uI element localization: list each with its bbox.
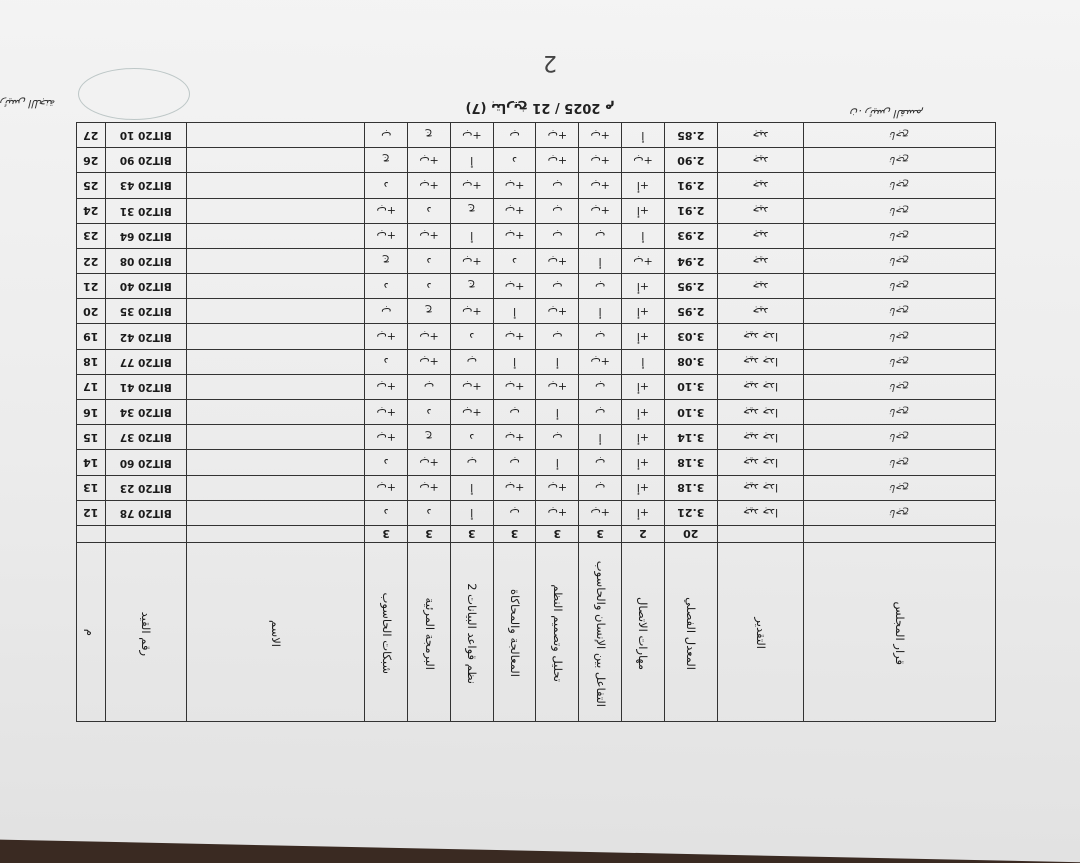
course-grade: ب+ xyxy=(450,173,493,198)
student-name xyxy=(187,173,365,198)
row-index: 25 xyxy=(77,173,106,198)
overall-grade: جيد xyxy=(717,198,804,223)
course-grade: ب+ xyxy=(365,324,408,349)
table-header-row xyxy=(77,543,996,722)
course-grade: ب+ xyxy=(493,198,536,223)
course-grade: ب+ xyxy=(408,324,451,349)
course-grade: د xyxy=(408,198,451,223)
course-grade: ب+ xyxy=(365,374,408,399)
semester-gpa: 3.18 xyxy=(664,450,717,475)
course-grade: ب xyxy=(536,324,579,349)
course-grade: ب xyxy=(365,299,408,324)
course-grade: ب+ xyxy=(408,475,451,500)
course-grade: د xyxy=(408,274,451,299)
student-name xyxy=(187,299,365,324)
course-grade: أ+ xyxy=(622,299,665,324)
header-course-5: تحليل وتصميم النظم xyxy=(536,543,579,722)
course-grade: ب+ xyxy=(536,374,579,399)
header-course-7: مهارات الاتصال xyxy=(622,543,665,722)
course-grade: ب xyxy=(408,374,451,399)
course-grade: ب+ xyxy=(450,123,493,148)
row-index: 21 xyxy=(77,274,106,299)
overall-grade: جيد جدا xyxy=(717,324,804,349)
table-row xyxy=(77,324,996,349)
header-course-2: البرمجة المرئية xyxy=(408,543,451,722)
student-id: BIT20 60 xyxy=(105,450,187,475)
course-grade: ب xyxy=(536,425,579,450)
semester-gpa: 3.10 xyxy=(664,400,717,425)
course-grade: ب+ xyxy=(365,223,408,248)
council-decision: ناجح xyxy=(804,173,996,198)
table-row xyxy=(77,248,996,273)
course-grade: ب+ xyxy=(408,450,451,475)
header-grade: التقدير xyxy=(717,543,804,722)
course-grade: ب xyxy=(536,274,579,299)
semester-gpa: 3.10 xyxy=(664,374,717,399)
council-decision: ناجح xyxy=(804,475,996,500)
semester-gpa: 2.95 xyxy=(664,299,717,324)
student-id: BIT20 40 xyxy=(105,274,187,299)
course-grade: ب+ xyxy=(622,248,665,273)
course-grade: ب+ xyxy=(493,274,536,299)
table-row xyxy=(77,400,996,425)
row-index: 26 xyxy=(77,148,106,173)
course-grade: د xyxy=(365,274,408,299)
course-grade: ب+ xyxy=(493,475,536,500)
overall-grade: جيد xyxy=(717,223,804,248)
credit-hours-cell: 3 xyxy=(493,526,536,543)
page-number: 2 xyxy=(543,50,557,75)
credit-hours-total: 20 xyxy=(664,526,717,543)
table-row xyxy=(77,173,996,198)
credit-hours-cell: 3 xyxy=(579,526,622,543)
row-index: 14 xyxy=(77,450,106,475)
course-grade: ب+ xyxy=(450,248,493,273)
course-grade: ب+ xyxy=(408,223,451,248)
header-gpa: المعدل الفصلي xyxy=(664,543,717,722)
row-index: 12 xyxy=(77,500,106,525)
student-id: BIT20 64 xyxy=(105,223,187,248)
council-decision: ناجح xyxy=(804,223,996,248)
course-grade: ب+ xyxy=(408,349,451,374)
header-course-6: التفاعل بين الإنسان والحاسوب xyxy=(579,543,622,722)
student-name xyxy=(187,248,365,273)
student-name xyxy=(187,198,365,223)
course-grade: ب xyxy=(536,198,579,223)
course-grade: أ xyxy=(450,148,493,173)
student-name xyxy=(187,425,365,450)
header-course-4: المعالجة والمحاكاة xyxy=(493,543,536,722)
course-grade: ج xyxy=(450,274,493,299)
row-index: 20 xyxy=(77,299,106,324)
semester-gpa: 3.21 xyxy=(664,500,717,525)
student-id: BIT20 90 xyxy=(105,148,187,173)
course-grade: ب xyxy=(450,450,493,475)
course-grade: أ xyxy=(536,400,579,425)
student-id: BIT20 78 xyxy=(105,500,187,525)
course-grade: ب xyxy=(579,223,622,248)
course-grade: د xyxy=(365,173,408,198)
student-name xyxy=(187,374,365,399)
course-grade: ب+ xyxy=(450,299,493,324)
council-decision: ناجح xyxy=(804,324,996,349)
course-grade: أ xyxy=(536,450,579,475)
course-grade: ج xyxy=(408,123,451,148)
overall-grade: جيد جدا xyxy=(717,425,804,450)
header-course-3: نظم قواعد البيانات 2 xyxy=(450,543,493,722)
row-index: 17 xyxy=(77,374,106,399)
course-grade: ب+ xyxy=(536,248,579,273)
table-row xyxy=(77,123,996,148)
course-grade: ب+ xyxy=(579,198,622,223)
table-row xyxy=(77,349,996,374)
student-name xyxy=(187,349,365,374)
course-grade: أ xyxy=(493,349,536,374)
course-grade: ب xyxy=(579,450,622,475)
header-name: الاسم xyxy=(187,543,365,722)
header-course-1: شبكات الحاسوب xyxy=(365,543,408,722)
row-index: 22 xyxy=(77,248,106,273)
row-index: 13 xyxy=(77,475,106,500)
credit-hours-row xyxy=(77,526,996,543)
council-decision: ناجح xyxy=(804,349,996,374)
student-name xyxy=(187,500,365,525)
course-grade: ب xyxy=(579,374,622,399)
table-row xyxy=(77,500,996,525)
course-grade: ب+ xyxy=(493,425,536,450)
course-grade: ب+ xyxy=(536,475,579,500)
semester-gpa: 3.18 xyxy=(664,475,717,500)
student-id: BIT20 35 xyxy=(105,299,187,324)
overall-grade: جيد جدا xyxy=(717,349,804,374)
student-id: BIT20 23 xyxy=(105,475,187,500)
council-decision: ناجح xyxy=(804,123,996,148)
semester-gpa: 3.14 xyxy=(664,425,717,450)
course-grade: ب+ xyxy=(365,475,408,500)
course-grade: أ xyxy=(579,248,622,273)
table-row xyxy=(77,374,996,399)
course-grade: ب+ xyxy=(579,173,622,198)
course-grade: ب+ xyxy=(408,173,451,198)
course-grade: ج xyxy=(408,425,451,450)
overall-grade: جيد جدا xyxy=(717,374,804,399)
course-grade: أ xyxy=(450,223,493,248)
course-grade: أ xyxy=(493,299,536,324)
council-decision: ناجح xyxy=(804,450,996,475)
semester-gpa: 2.85 xyxy=(664,123,717,148)
student-id: BIT20 43 xyxy=(105,173,187,198)
course-grade: ب+ xyxy=(622,148,665,173)
row-index: 23 xyxy=(77,223,106,248)
table-row xyxy=(77,148,996,173)
semester-gpa: 3.03 xyxy=(664,324,717,349)
course-grade: أ+ xyxy=(622,374,665,399)
course-grade: ب xyxy=(536,173,579,198)
grades-table xyxy=(76,122,996,722)
course-grade: ب xyxy=(450,349,493,374)
course-grade: د xyxy=(408,500,451,525)
course-grade: ب xyxy=(493,123,536,148)
course-grade: ب+ xyxy=(536,299,579,324)
overall-grade: جيد جدا xyxy=(717,450,804,475)
course-grade: أ+ xyxy=(622,475,665,500)
council-decision: ناجح xyxy=(804,248,996,273)
student-name xyxy=(187,123,365,148)
row-index: 18 xyxy=(77,349,106,374)
course-grade: ب xyxy=(579,274,622,299)
course-grade: د xyxy=(365,349,408,374)
student-name xyxy=(187,148,365,173)
course-grade: ب xyxy=(493,500,536,525)
student-name xyxy=(187,324,365,349)
student-id: BIT20 08 xyxy=(105,248,187,273)
course-grade: أ xyxy=(579,425,622,450)
row-index: 24 xyxy=(77,198,106,223)
course-grade: ب xyxy=(579,324,622,349)
course-grade: ب xyxy=(579,400,622,425)
table-row xyxy=(77,198,996,223)
course-grade: ب+ xyxy=(536,123,579,148)
course-grade: ب+ xyxy=(579,500,622,525)
course-grade: ب xyxy=(493,400,536,425)
course-grade: د xyxy=(493,148,536,173)
overall-grade: جيد جدا xyxy=(717,400,804,425)
signature-note-right: ن. رئيس القسم xyxy=(850,107,924,120)
credit-hours-cell: 3 xyxy=(408,526,451,543)
header-student-id: رقم القيد xyxy=(105,543,187,722)
course-grade: أ+ xyxy=(622,274,665,299)
table-row xyxy=(77,274,996,299)
course-grade: أ xyxy=(450,500,493,525)
course-grade: أ xyxy=(622,223,665,248)
overall-grade: جيد xyxy=(717,274,804,299)
course-grade: أ xyxy=(579,299,622,324)
student-id: BIT20 37 xyxy=(105,425,187,450)
course-grade: د xyxy=(408,400,451,425)
council-decision: ناجح xyxy=(804,400,996,425)
course-grade: ب+ xyxy=(536,148,579,173)
credit-hours-cell: 3 xyxy=(450,526,493,543)
semester-gpa: 2.91 xyxy=(664,198,717,223)
overall-grade: جيد جدا xyxy=(717,475,804,500)
student-name xyxy=(187,475,365,500)
table-row xyxy=(77,475,996,500)
course-grade: د xyxy=(408,248,451,273)
table-row xyxy=(77,450,996,475)
row-index: 27 xyxy=(77,123,106,148)
course-grade: ب+ xyxy=(579,349,622,374)
row-index: 15 xyxy=(77,425,106,450)
course-grade: أ+ xyxy=(622,324,665,349)
course-grade: د xyxy=(493,248,536,273)
course-grade: ب+ xyxy=(365,198,408,223)
credit-hours-cell: 3 xyxy=(536,526,579,543)
course-grade: ج xyxy=(450,198,493,223)
course-grade: د xyxy=(365,450,408,475)
course-grade: ب+ xyxy=(536,500,579,525)
student-name xyxy=(187,450,365,475)
course-grade: أ+ xyxy=(622,450,665,475)
course-grade: ب+ xyxy=(579,148,622,173)
stamp-mark xyxy=(78,68,190,120)
course-grade: ج xyxy=(365,248,408,273)
course-grade: ب+ xyxy=(450,374,493,399)
council-decision: ناجح xyxy=(804,500,996,525)
student-id: BIT20 42 xyxy=(105,324,187,349)
council-decision: ناجح xyxy=(804,274,996,299)
course-grade: ج xyxy=(408,299,451,324)
council-decision: ناجح xyxy=(804,299,996,324)
course-grade: أ xyxy=(450,475,493,500)
course-grade: ب+ xyxy=(493,374,536,399)
course-grade: ب xyxy=(365,123,408,148)
semester-gpa: 3.08 xyxy=(664,349,717,374)
table-row xyxy=(77,299,996,324)
course-grade: ب+ xyxy=(365,400,408,425)
council-decision: ناجح xyxy=(804,425,996,450)
course-grade: ب+ xyxy=(579,123,622,148)
course-grade: ب xyxy=(579,475,622,500)
course-grade: ب xyxy=(536,223,579,248)
semester-gpa: 2.94 xyxy=(664,248,717,273)
grades-table-body xyxy=(77,123,996,526)
header-decision: قرار المجلس xyxy=(804,543,996,722)
course-grade: أ xyxy=(622,349,665,374)
course-grade: د xyxy=(365,500,408,525)
overall-grade: جيد xyxy=(717,299,804,324)
student-id: BIT20 10 xyxy=(105,123,187,148)
student-id: BIT20 31 xyxy=(105,198,187,223)
course-grade: د xyxy=(450,425,493,450)
row-index: 19 xyxy=(77,324,106,349)
course-grade: أ+ xyxy=(622,425,665,450)
student-id: BIT20 41 xyxy=(105,374,187,399)
overall-grade: جيد xyxy=(717,148,804,173)
course-grade: ب+ xyxy=(493,223,536,248)
course-grade: ب+ xyxy=(450,400,493,425)
overall-grade: جيد جدا xyxy=(717,500,804,525)
council-decision: ناجح xyxy=(804,374,996,399)
signature-note-left: رئيس اللجنة xyxy=(0,97,56,110)
course-grade: ب+ xyxy=(408,148,451,173)
semester-gpa: 2.95 xyxy=(664,274,717,299)
course-grade: أ xyxy=(622,123,665,148)
header-index: م xyxy=(77,543,106,722)
student-id: BIT20 77 xyxy=(105,349,187,374)
credit-hours-cell: 2 xyxy=(622,526,665,543)
course-grade: ب+ xyxy=(365,425,408,450)
overall-grade: جيد xyxy=(717,123,804,148)
table-row xyxy=(77,223,996,248)
course-grade: أ+ xyxy=(622,173,665,198)
council-decision: ناجح xyxy=(804,148,996,173)
course-grade: أ+ xyxy=(622,400,665,425)
student-name xyxy=(187,223,365,248)
course-grade: د xyxy=(450,324,493,349)
credit-hours-cell: 3 xyxy=(365,526,408,543)
council-decision: ناجح xyxy=(804,198,996,223)
semester-gpa: 2.91 xyxy=(664,173,717,198)
table-row xyxy=(77,425,996,450)
course-grade: أ xyxy=(536,349,579,374)
course-grade: أ+ xyxy=(622,500,665,525)
course-grade: ب+ xyxy=(493,324,536,349)
semester-gpa: 2.93 xyxy=(664,223,717,248)
row-index: 16 xyxy=(77,400,106,425)
student-name xyxy=(187,274,365,299)
student-id: BIT20 34 xyxy=(105,400,187,425)
student-name xyxy=(187,400,365,425)
document-caption: (7) بتاريخ 21 / 2025 م xyxy=(465,100,615,115)
course-grade: ب xyxy=(493,450,536,475)
course-grade: ب+ xyxy=(493,173,536,198)
course-grade: ج xyxy=(365,148,408,173)
semester-gpa: 2.90 xyxy=(664,148,717,173)
overall-grade: جيد xyxy=(717,248,804,273)
overall-grade: جيد xyxy=(717,173,804,198)
course-grade: أ+ xyxy=(622,198,665,223)
